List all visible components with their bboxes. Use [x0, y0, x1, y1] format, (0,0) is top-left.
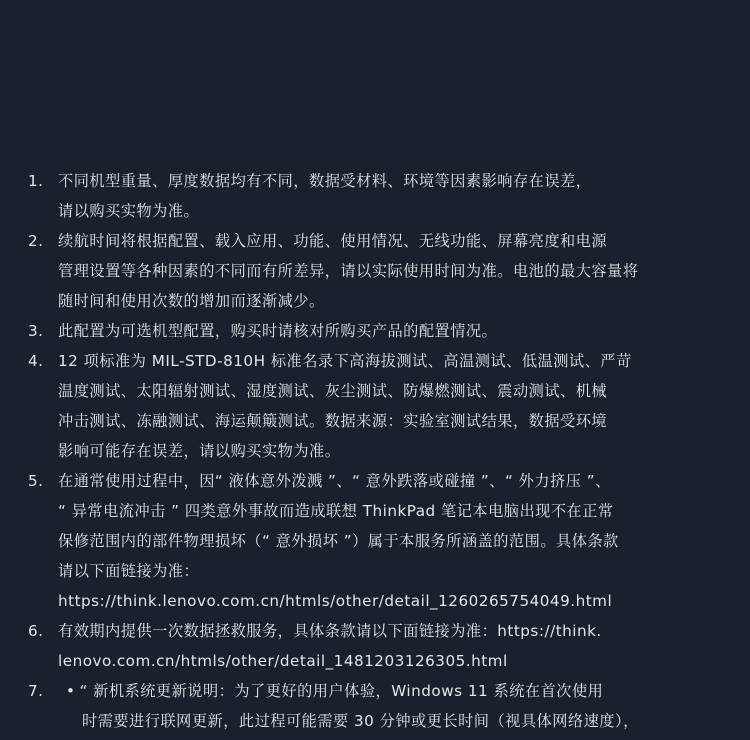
- footnote-6: [0, 616, 750, 676]
- footnote-list: [0, 166, 750, 736]
- footnote-number: 3.: [28, 322, 44, 340]
- footnote-line: 此配置为可选机型配置，购买时请核对所购买产品的配置情况。: [58, 322, 498, 340]
- footnote-number: 1.: [28, 172, 44, 190]
- footnote-1: [0, 166, 750, 226]
- data-rescue-link-line[interactable]: 有效期内提供一次数据拯救服务，具体条款请以下面链接为准：https://think.: [58, 622, 602, 640]
- footnote-line: 时需要进行联网更新，此过程可能需要 30 分钟或更长时间（视具体网络速度），: [82, 712, 639, 730]
- footnote-line-text: “ 新机系统更新说明：为了更好的用户体验，Windows 11 系统在首次使用: [79, 682, 604, 700]
- footnote-number: 2.: [28, 232, 44, 250]
- footnote-line: [66, 676, 728, 706]
- footnote-7: [0, 676, 750, 736]
- footnote-line: 随时间和使用次数的增加而逐渐减少。: [58, 292, 325, 310]
- footnote-number: 6.: [28, 622, 44, 640]
- footnote-line: 温度测试、太阳辐射测试、湿度测试、灰尘测试、防爆燃测试、震动测试、机械: [58, 382, 608, 400]
- footnote-line: 请以下面链接为准：: [58, 562, 200, 580]
- footnote-number: 4.: [28, 352, 44, 370]
- footnote-line: 管理设置等各种因素的不同而有所差异，请以实际使用时间为准。电池的最大容量将: [58, 262, 639, 280]
- footnote-line: “ 异常电流冲击 ” 四类意外事故而造成联想 ThinkPad 笔记本电脑出现不在正常: [58, 502, 614, 520]
- footnote-line: 冲击测试、冻融测试、海运颠簸测试。数据来源：实验室测试结果，数据受环境: [58, 412, 608, 430]
- footnote-line: 请以购买实物为准。: [58, 202, 200, 220]
- footnote-line: 在通常使用过程中，因“ 液体意外泼溅 ”、“ 意外跌落或碰撞 ”、“ 外力挤压 ”、: [58, 472, 611, 490]
- footnote-line: 保修范围内的部件物理损坏（“ 意外损坏 ”）属于本服务所涵盖的范围。具体条款: [58, 532, 619, 550]
- footnote-number: 5.: [28, 472, 44, 490]
- footnote-line: 不同机型重量、厚度数据均有不同，数据受材料、环境等因素影响存在误差，: [58, 172, 592, 190]
- footnote-line: 12 项标准为 MIL-STD-810H 标准名录下高海拔测试、高温测试、低温测试、严苛: [58, 352, 632, 370]
- footnote-3: [0, 316, 750, 346]
- footnote-4: [0, 346, 750, 466]
- footnote-line: 影响可能存在误差，请以购买实物为准。: [58, 442, 341, 460]
- footnote-5: [0, 466, 750, 616]
- footnote-line: 续航时间将根据配置、载入应用、功能、使用情况、无线功能、屏幕亮度和电源: [58, 232, 608, 250]
- footnote-number: 7.: [28, 682, 44, 700]
- data-rescue-link-line[interactable]: lenovo.com.cn/htmls/other/detail_1481203126305.html: [58, 652, 508, 670]
- service-terms-link[interactable]: https://think.lenovo.com.cn/htmls/other/detail_1260265754049.html: [58, 592, 613, 610]
- bullet-icon: •: [66, 682, 76, 700]
- footnote-2: [0, 226, 750, 316]
